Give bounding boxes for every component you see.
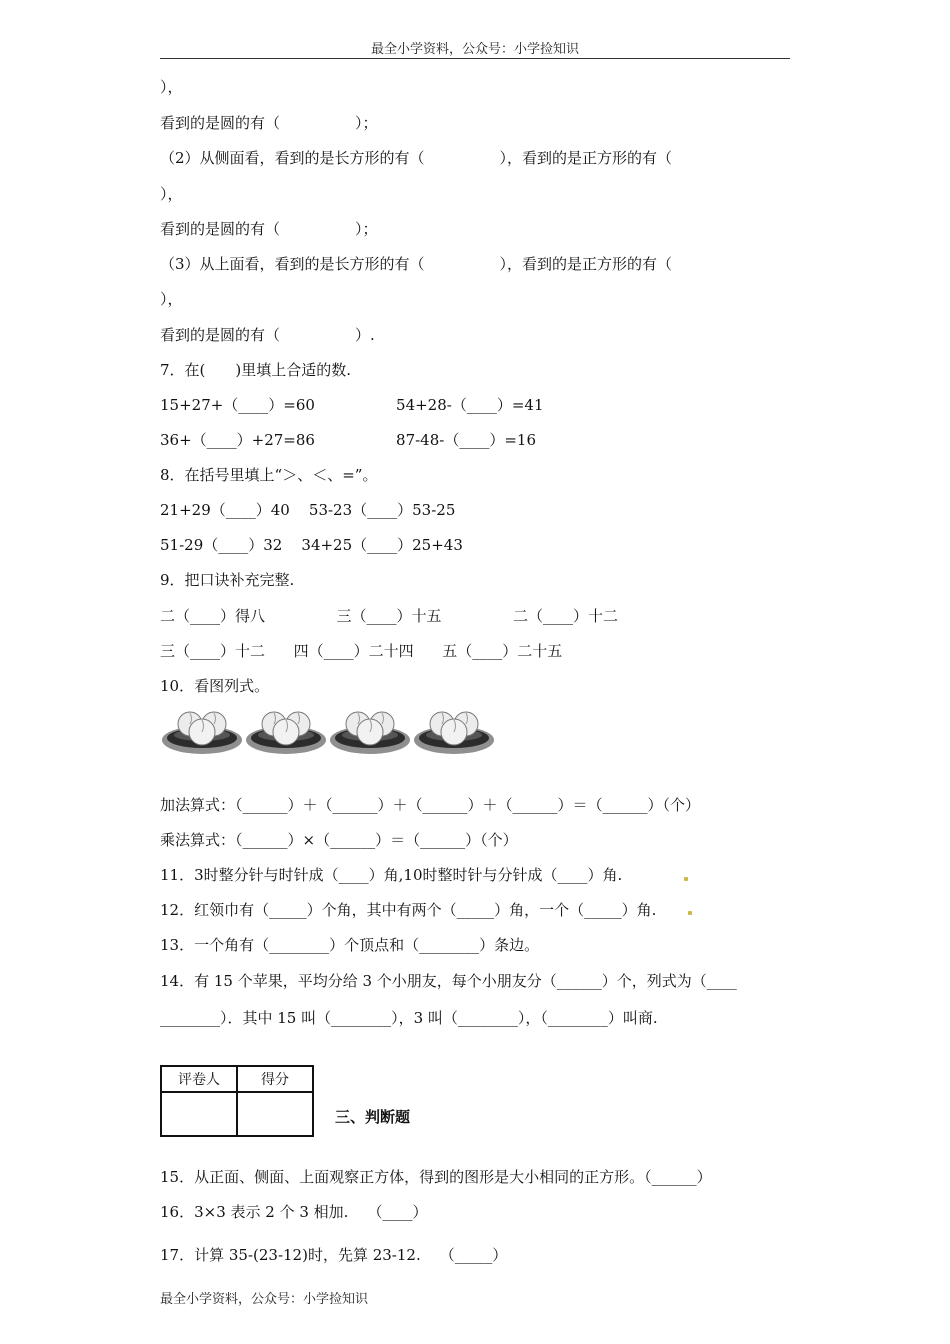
question-16: 16．3×3 表示 2 个 3 相加. （____） bbox=[160, 1203, 428, 1221]
question-8: 8．在括号里填上“＞、＜、=”。 bbox=[160, 466, 378, 484]
mark-dot bbox=[688, 911, 692, 915]
question-15: 15．从正面、侧面、上面观察正方体，得到的图形是大小相同的正方形。（______） bbox=[160, 1168, 712, 1186]
text-line: ）， bbox=[160, 185, 183, 203]
plates-of-peaches-icon bbox=[160, 700, 500, 760]
question-10-multiplication: 乘法算式：（______）×（______）＝（______）（个） bbox=[160, 831, 518, 849]
question-11: 11．3时整分针与时针成（____）角,10时整时针与分针成（____）角. bbox=[160, 866, 623, 884]
text-line: 看到的是圆的有（ ）； bbox=[160, 220, 378, 238]
question-7: 7．在( )里填上合适的数. bbox=[160, 361, 352, 379]
mark-dot bbox=[684, 877, 688, 881]
question-14-line-2: ________）．其中 15 叫（________），3 叫（________），（________）叫商. bbox=[160, 1009, 658, 1027]
plate-3 bbox=[330, 712, 410, 754]
text-line: 看到的是圆的有（ ）； bbox=[160, 114, 378, 132]
question-10: 10．看图列式。 bbox=[160, 677, 270, 695]
plate-4 bbox=[414, 712, 494, 754]
score-table bbox=[160, 1065, 314, 1137]
question-8-row-1: 21+29（____）40 53-23（____）53-25 bbox=[160, 501, 456, 519]
question-17: 17．计算 35-(23-12)时，先算 23-12. （_____） bbox=[160, 1246, 508, 1264]
header-rule bbox=[160, 58, 790, 59]
grader-cell[interactable] bbox=[161, 1092, 237, 1136]
question-7-row-2: 36+（____）+27=86 87-48-（____）=16 bbox=[160, 431, 536, 449]
question-8-row-2: 51-29（____）32 34+25（____）25+43 bbox=[160, 536, 463, 554]
plate-2 bbox=[246, 712, 326, 754]
question-9-row-2: 三（____）十二 四（____）二十四 五（____）二十五 bbox=[160, 642, 563, 660]
text-line: ）， bbox=[160, 78, 183, 96]
question-10-addition: 加法算式：（______）＋（______）＋（______）＋（______）＝（______）（个） bbox=[160, 796, 701, 814]
section-title: 三、判断题 bbox=[335, 1108, 411, 1126]
question-14-line-1: 14．有 15 个苹果，平均分给 3 个小朋友，每个小朋友分（______）个，列式为（____ bbox=[160, 972, 737, 990]
text-line: 看到的是圆的有（ ）. bbox=[160, 326, 375, 344]
text-line: ）， bbox=[160, 290, 183, 308]
question-9: 9．把口诀补充完整. bbox=[160, 571, 295, 589]
question-12: 12．红领巾有（_____）个角，其中有两个（_____）角，一个（_____）角. bbox=[160, 901, 657, 919]
plate-1 bbox=[162, 712, 242, 754]
text-line: （2）从侧面看，看到的是长方形的有（ ），看到的是正方形的有（ bbox=[160, 149, 673, 167]
page-footer: 最全小学资料，公众号：小学捡知识 bbox=[160, 1292, 369, 1307]
text-line: （3）从上面看，看到的是长方形的有（ ），看到的是正方形的有（ bbox=[160, 255, 673, 273]
question-13: 13．一个角有（________）个顶点和（________）条边。 bbox=[160, 936, 540, 954]
grader-header: 评卷人 bbox=[161, 1066, 237, 1092]
question-9-row-1: 二（____）得八 三（____）十五 二（____）十二 bbox=[160, 607, 619, 625]
score-cell[interactable] bbox=[237, 1092, 313, 1136]
page-header: 最全小学资料，公众号：小学捡知识 bbox=[370, 42, 579, 57]
score-header: 得分 bbox=[237, 1066, 313, 1092]
question-7-row-1: 15+27+（____）=60 54+28-（____）=41 bbox=[160, 396, 544, 414]
